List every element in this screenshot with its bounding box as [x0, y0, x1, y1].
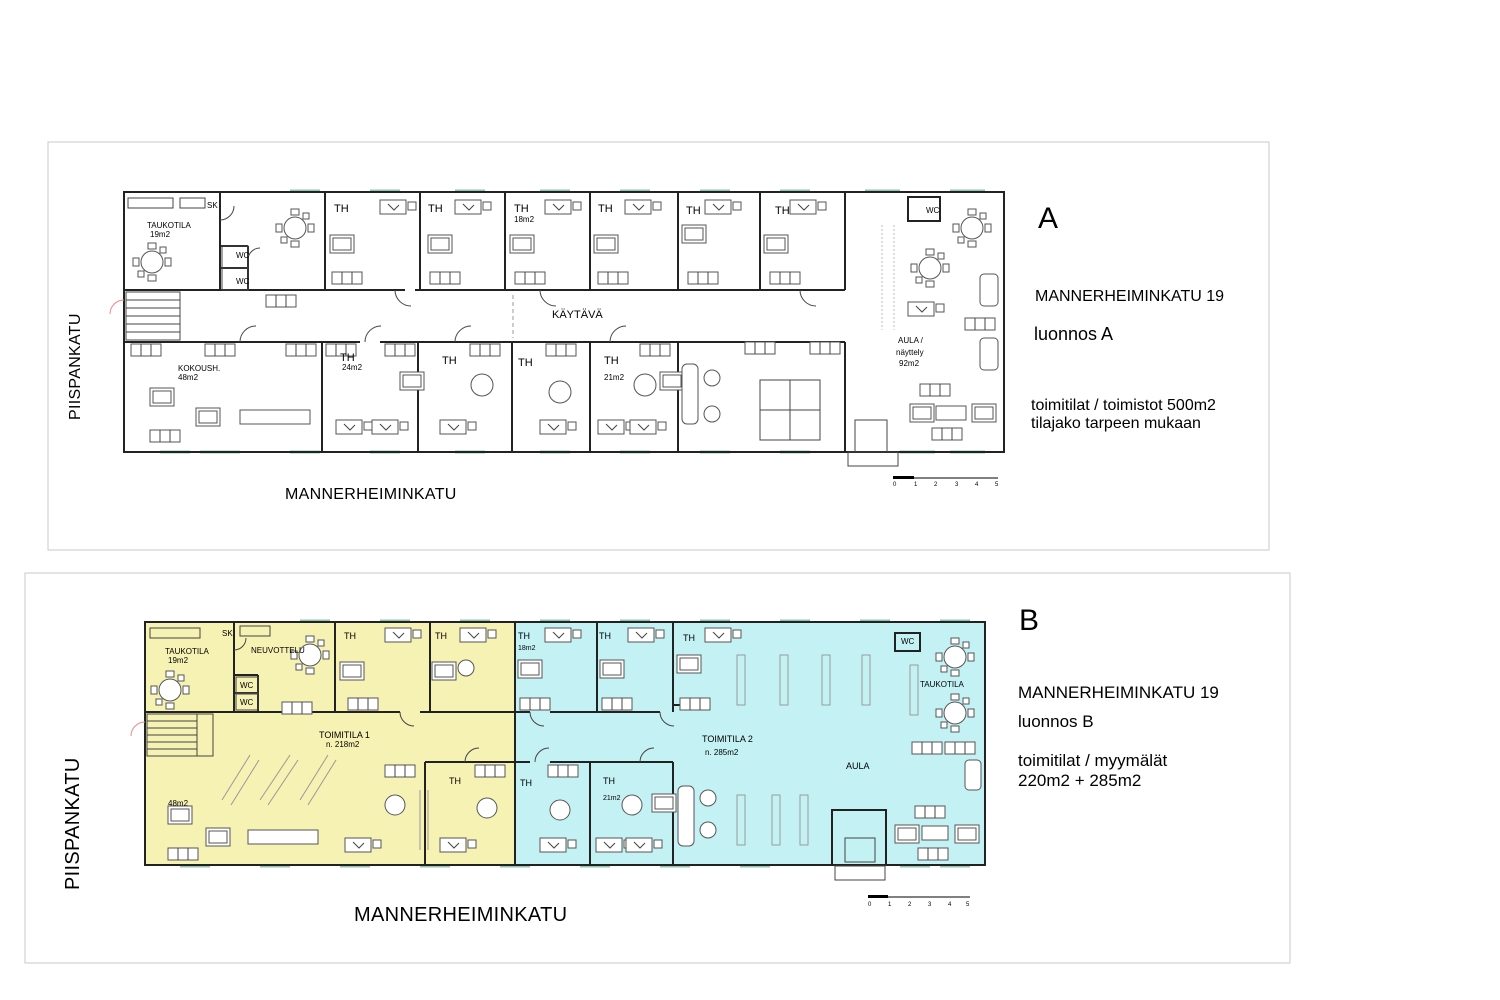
- plan-b-toimitila-2-area: n. 285m2: [705, 748, 739, 757]
- plan-b-th-2: TH: [435, 631, 447, 641]
- plan-b-street-side: PIISPANKATU: [62, 757, 84, 890]
- plan-a-street-bottom: MANNERHEIMINKATU: [285, 486, 457, 503]
- plan-b-toimitila-2-label: TOIMITILA 2: [702, 734, 753, 744]
- plan-a-sk-label: SK: [207, 201, 218, 210]
- plan-b: [25, 573, 1290, 963]
- plan-a-th-6: TH: [775, 205, 790, 217]
- plan-a-th-9: TH: [518, 357, 533, 369]
- plan-b-th-1: TH: [344, 631, 356, 641]
- plan-a-aula-label-1: AULA /: [898, 336, 923, 345]
- plan-a-stair: [110, 292, 180, 340]
- plan-b-scale-bar: [868, 895, 970, 908]
- plan-b-th-8-area: 21m2: [603, 795, 621, 802]
- plan-b-letter: B: [1019, 604, 1040, 637]
- svg-text:1: 1: [888, 902, 892, 908]
- plan-a-letter: A: [1038, 202, 1059, 235]
- plan-a-kokoush-label: KOKOUSH.: [178, 364, 221, 373]
- plan-a: [48, 142, 1269, 550]
- plan-b-info-line-2: 220m2 + 285m2: [1018, 771, 1142, 790]
- plan-b-wc-2: WC: [240, 698, 254, 707]
- svg-text:4: 4: [975, 482, 979, 488]
- plan-a-th-1: TH: [334, 203, 349, 215]
- svg-text:0: 0: [868, 902, 872, 908]
- svg-text:5: 5: [966, 902, 970, 908]
- plan-a-furniture: [128, 197, 998, 466]
- plan-a-th-3-area: 18m2: [514, 215, 535, 224]
- plan-a-th-2: TH: [428, 203, 443, 215]
- plan-b-th-7: TH: [520, 778, 532, 788]
- plan-b-th-4: TH: [599, 631, 611, 641]
- plan-a-th-10-area: 21m2: [604, 373, 625, 382]
- svg-text:5: 5: [995, 482, 999, 488]
- plan-a-taukotila-label: TAUKOTILA: [147, 221, 191, 230]
- plan-a-wc-3: WC: [926, 206, 940, 215]
- plan-a-info-line-1: toimitilat / toimistot 500m2: [1031, 397, 1216, 414]
- plan-a-wc-2: WC: [236, 277, 250, 286]
- plan-b-taukotila-area: 19m2: [168, 656, 189, 665]
- plan-a-th-7: TH: [340, 352, 355, 364]
- plan-b-neuvottelu-label: NEUVOTTELU: [251, 646, 305, 655]
- plan-b-th-3-area: 18m2: [518, 645, 536, 652]
- plan-a-kokoush-area: 48m2: [178, 373, 199, 382]
- svg-text:2: 2: [934, 482, 938, 488]
- plan-b-th-3: TH: [518, 631, 530, 641]
- plan-b-draft: luonnos B: [1018, 712, 1094, 731]
- plan-b-aula-label: AULA: [846, 761, 870, 771]
- svg-text:4: 4: [948, 902, 952, 908]
- plan-b-taukotila-right: TAUKOTILA: [920, 680, 964, 689]
- plan-a-kaytava-label: KÄYTÄVÄ: [552, 309, 603, 321]
- plan-b-info-line-1: toimitilat / myymälät: [1018, 751, 1168, 770]
- plan-a-taukotila-area: 19m2: [150, 230, 171, 239]
- plan-b-toimitila-1-label: TOIMITILA 1: [319, 730, 370, 740]
- plan-a-th-8: TH: [442, 355, 457, 367]
- plan-a-th-10: TH: [604, 355, 619, 367]
- plan-b-taukotila-label: TAUKOTILA: [165, 647, 209, 656]
- plan-a-aula-area: 92m2: [899, 359, 920, 368]
- plan-b-wc-3: WC: [901, 637, 915, 646]
- plan-a-street-side: PIISPANKATU: [67, 313, 84, 420]
- plan-b-sk-label: SK: [222, 629, 233, 638]
- plan-a-info-line-2: tilajako tarpeen mukaan: [1031, 415, 1201, 432]
- svg-text:1: 1: [914, 482, 918, 488]
- plan-a-th-3: TH: [514, 203, 529, 215]
- plan-a-scale-bar: [893, 476, 999, 488]
- svg-text:3: 3: [955, 482, 959, 488]
- plan-b-address: MANNERHEIMINKATU 19: [1018, 683, 1219, 702]
- plan-a-th-4: TH: [598, 203, 613, 215]
- plan-a-draft: luonnos A: [1034, 324, 1114, 344]
- plan-a-wc-1: WC: [236, 251, 250, 260]
- plan-b-area-48: 48m2: [168, 799, 189, 808]
- plan-b-street-bottom: MANNERHEIMINKATU: [354, 904, 568, 926]
- plan-a-th-7-area: 24m2: [342, 363, 363, 372]
- svg-text:0: 0: [893, 482, 897, 488]
- plan-b-th-8: TH: [603, 776, 615, 786]
- plan-a-th-5: TH: [686, 205, 701, 217]
- plan-b-wc-1: WC: [240, 681, 254, 690]
- plan-a-aula-label-2: näyttely: [896, 348, 924, 357]
- plan-b-th-6: TH: [449, 776, 461, 786]
- plan-b-th-5: TH: [683, 633, 695, 643]
- svg-text:2: 2: [908, 902, 912, 908]
- plan-b-toimitila-1-area: n. 218m2: [326, 740, 360, 749]
- plan-a-address: MANNERHEIMINKATU 19: [1035, 288, 1225, 305]
- svg-text:3: 3: [928, 902, 932, 908]
